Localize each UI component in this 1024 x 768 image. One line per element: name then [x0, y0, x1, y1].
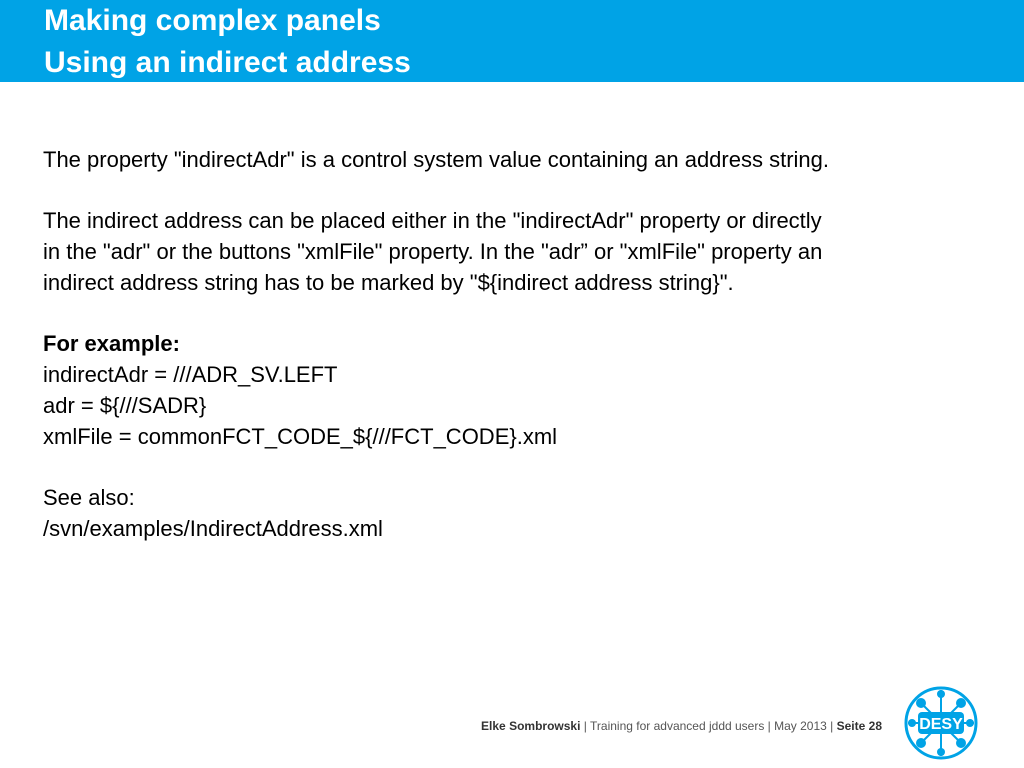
see-also-path: /svn/examples/IndirectAddress.xml: [43, 516, 383, 541]
paragraph-line: The indirect address can be placed either in the "indirectAdr" property or directly: [43, 208, 822, 233]
paragraph-line: indirect address string has to be marked by "${indirect address string}".: [43, 270, 734, 295]
slide-body: [43, 144, 973, 544]
example-line: indirectAdr = ///ADR_SV.LEFT: [43, 362, 338, 387]
footer-event: Training for advanced jddd users | May 2013 |: [590, 719, 834, 733]
paragraph-line: in the "adr" or the buttons "xmlFile" property. In the "adr” or "xmlFile" property an: [43, 239, 823, 264]
example-line: xmlFile = commonFCT_CODE_${///FCT_CODE}.xml: [43, 424, 558, 449]
see-also-label: See also:: [43, 485, 135, 510]
footer-separator: |: [583, 719, 587, 733]
footer-page-number: Seite 28: [836, 719, 882, 733]
desy-logo-icon: [902, 684, 980, 762]
example-line: adr = ${///SADR}: [43, 393, 207, 418]
example-heading: For example:: [43, 331, 180, 356]
footer: [481, 718, 882, 734]
slide-title: Making complex panels: [44, 4, 381, 37]
title-bar: [0, 0, 1024, 82]
footer-author: Elke Sombrowski: [481, 719, 581, 733]
slide-subtitle: Using an indirect address: [44, 46, 411, 79]
logo-text: DESY: [919, 716, 963, 733]
paragraph-indirect-adr: The property "indirectAdr" is a control system value containing an address string.: [43, 147, 829, 172]
